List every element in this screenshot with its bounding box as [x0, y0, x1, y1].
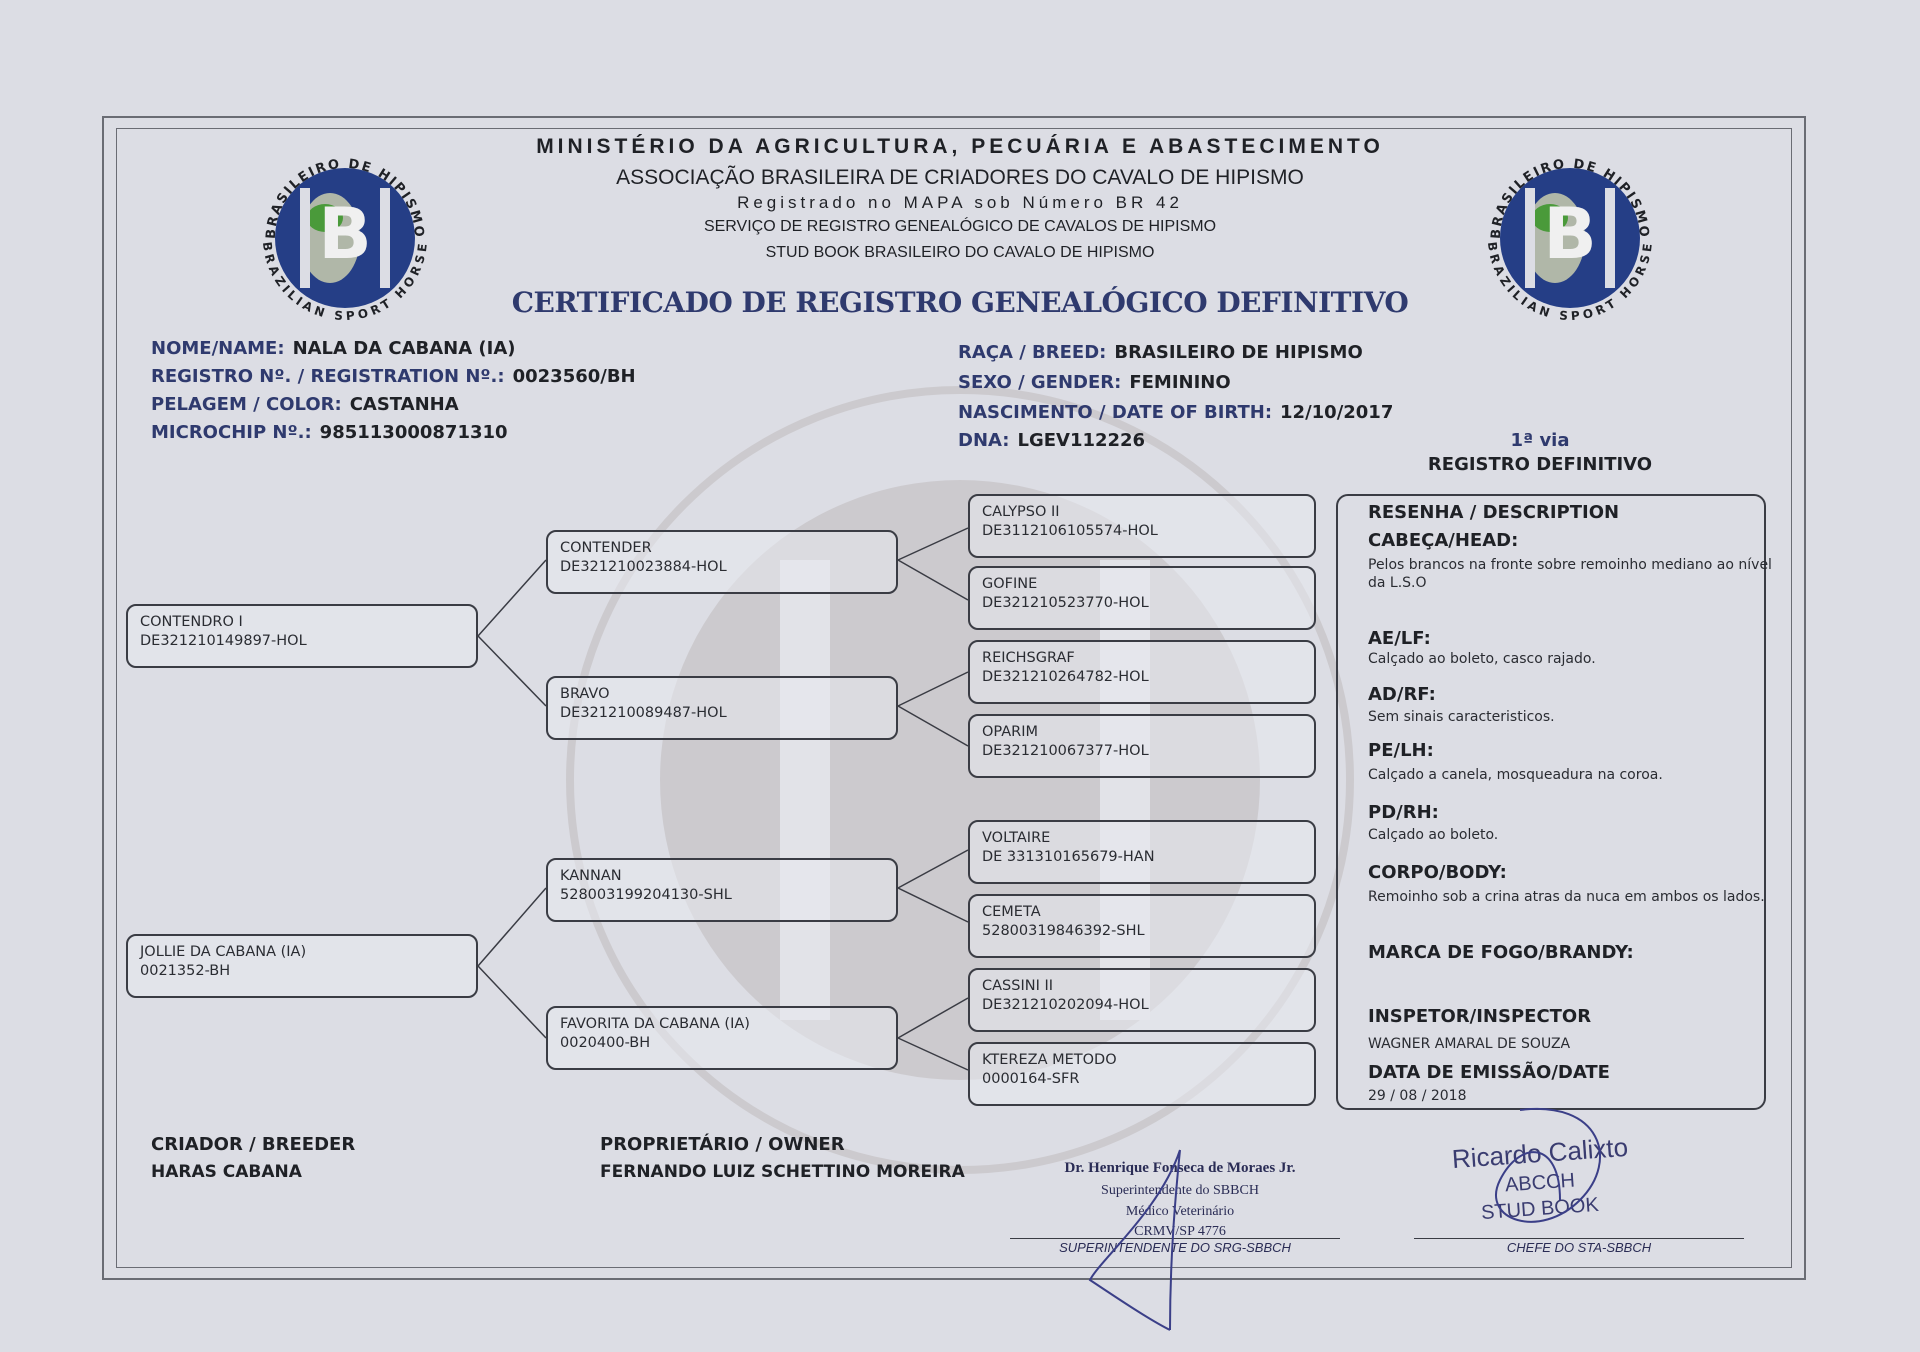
pe-label: PE/LH:	[1368, 740, 1434, 761]
head-text: Pelos brancos na fronte sobre remoinho mediano ao nível da L.S.O	[1368, 557, 1772, 591]
ancestor-name: REICHSGRAF	[982, 650, 1075, 666]
ancestor-name: KANNAN	[560, 868, 622, 884]
inspector-name: WAGNER AMARAL DE SOUZA	[1368, 1036, 1571, 1052]
logo-right-bottom-text: BRAZILIAN SPORT HORSE	[1484, 241, 1656, 324]
ancestor-name: CASSINI II	[982, 978, 1054, 994]
owner-label: PROPRIETÁRIO / OWNER	[600, 1134, 845, 1155]
ancestor-reg: DE321210023884-HOL	[560, 559, 727, 575]
left-signature-caption: SUPERINTENDENTE DO SRG-SBBCH	[1059, 1240, 1291, 1255]
ancestor-reg: DE321210264782-HOL	[982, 669, 1149, 685]
color-field: PELAGEM / COLOR: CASTANHA	[151, 394, 459, 415]
ancestor-reg: 52800319846392-SHL	[982, 923, 1145, 939]
brand-label: MARCA DE FOGO/BRANDY:	[1368, 942, 1634, 963]
ancestor-name: CEMETA	[982, 904, 1041, 920]
ad-text: Sem sinais caracteristicos.	[1368, 709, 1555, 725]
logo-right-top-text: BRASILEIRO DE HIPISMO	[1488, 156, 1652, 240]
ancestor-reg: DE321210089487-HOL	[560, 705, 727, 721]
ancestor-reg: 0020400-BH	[560, 1035, 651, 1051]
dam-name: JOLLIE DA CABANA (IA)	[140, 944, 307, 960]
ministry-line: MINISTÉRIO DA AGRICULTURA, PECUÁRIA E ABASTECIMENTO	[536, 135, 1384, 158]
date-value: 29 / 08 / 2018	[1368, 1088, 1467, 1104]
right-signer-name: Ricardo Calixto	[1450, 1131, 1629, 1175]
breed-field: RAÇA / BREED: BRASILEIRO DE HIPISMO	[958, 342, 1363, 363]
ad-label: AD/RF:	[1368, 684, 1436, 705]
ancestor-name: KTEREZA METODO	[982, 1052, 1117, 1068]
description-title: RESENHA / DESCRIPTION	[1368, 502, 1620, 523]
ancestor-name: CALYPSO II	[982, 504, 1060, 520]
ancestor-name: OPARIM	[982, 724, 1039, 740]
registered-line: Registrado no MAPA sob Número BR 42	[737, 193, 1183, 212]
head-label: CABEÇA/HEAD:	[1368, 530, 1519, 551]
pe-text: Calçado a canela, mosqueadura na coroa.	[1368, 767, 1663, 783]
left-signer-role1: Superintendente do SBBCH	[1101, 1183, 1259, 1198]
right-signature-caption: CHEFE DO STA-SBBCH	[1506, 1240, 1652, 1255]
ancestor-reg: DE321210523770-HOL	[982, 595, 1149, 611]
breeder-label: CRIADOR / BREEDER	[151, 1134, 356, 1155]
copy-number: 1ª via	[1510, 430, 1570, 451]
gender-field: SEXO / GENDER: FEMININO	[958, 372, 1231, 393]
sire-name: CONTENDRO I	[140, 614, 243, 630]
microchip-field: MICROCHIP Nº.: 985113000871310	[151, 422, 508, 443]
owner-value: FERNANDO LUIZ SCHETTINO MOREIRA	[600, 1162, 965, 1182]
certificate-title: CERTIFICADO DE REGISTRO GENEALÓGICO DEFINITIVO	[511, 286, 1409, 319]
pd-text: Calçado ao boleto.	[1368, 827, 1499, 843]
left-signer-role3: CRMV/SP 4776	[1134, 1224, 1226, 1239]
association-line: ASSOCIAÇÃO BRASILEIRA DE CRIADORES DO CAVALO DE HIPISMO	[616, 166, 1304, 189]
birth-date-field: NASCIMENTO / DATE OF BIRTH: 12/10/2017	[958, 402, 1394, 423]
svg-text:B: B	[318, 193, 372, 275]
name-field: NOME/NAME: NALA DA CABANA (IA)	[151, 338, 516, 359]
dam-reg: 0021352-BH	[140, 963, 231, 979]
ancestor-name: BRAVO	[560, 686, 610, 702]
ae-text: Calçado ao boleto, casco rajado.	[1368, 651, 1596, 667]
sire-reg: DE321210149897-HOL	[140, 633, 307, 649]
registration-field: REGISTRO Nº. / REGISTRATION Nº.: 0023560/BH	[151, 366, 636, 387]
logo-left-bottom-text: BRAZILIAN SPORT HORSE	[259, 241, 431, 324]
logo-left-top-text: BRASILEIRO DE HIPISMO	[263, 156, 427, 240]
breeder-value: HARAS CABANA	[151, 1162, 302, 1182]
studbook-line: STUD BOOK BRASILEIRO DO CAVALO DE HIPISMO	[765, 244, 1155, 261]
service-line: SERVIÇO DE REGISTRO GENEALÓGICO DE CAVALOS DE HIPISMO	[703, 218, 1217, 235]
ancestor-reg: DE 331310165679-HAN	[982, 849, 1155, 865]
svg-text:B: B	[1543, 193, 1597, 275]
ancestor-name: CONTENDER	[560, 540, 652, 556]
left-signer-role2: Médico Veterinário	[1125, 1204, 1235, 1219]
left-signer-name: Dr. Henrique Fonseca de Moraes Jr.	[1064, 1160, 1296, 1176]
ancestor-reg: 0000164-SFR	[982, 1071, 1080, 1087]
right-signer-role1: ABCCH	[1504, 1169, 1576, 1197]
ae-label: AE/LF:	[1368, 628, 1431, 649]
ancestor-reg: DE321210067377-HOL	[982, 743, 1149, 759]
right-signer-role2: STUD BOOK	[1480, 1193, 1600, 1225]
ancestor-reg: 528003199204130-SHL	[560, 887, 732, 903]
pd-label: PD/RH:	[1368, 802, 1439, 823]
body-label: CORPO/BODY:	[1368, 862, 1507, 883]
ancestor-reg: DE3112106105574-HOL	[982, 523, 1158, 539]
ancestor-name: VOLTAIRE	[982, 830, 1051, 846]
ancestor-name: FAVORITA DA CABANA (IA)	[560, 1016, 750, 1032]
registration-status: REGISTRO DEFINITIVO	[1427, 454, 1653, 475]
dna-field: DNA: LGEV112226	[958, 430, 1146, 451]
inspector-label: INSPETOR/INSPECTOR	[1368, 1006, 1592, 1027]
body-text: Remoinho sob a crina atras da nuca em ambos os lados.	[1368, 889, 1765, 905]
date-label: DATA DE EMISSÃO/DATE	[1368, 1062, 1610, 1083]
ancestor-reg: DE321210202094-HOL	[982, 997, 1149, 1013]
ancestor-name: GOFINE	[982, 576, 1038, 592]
